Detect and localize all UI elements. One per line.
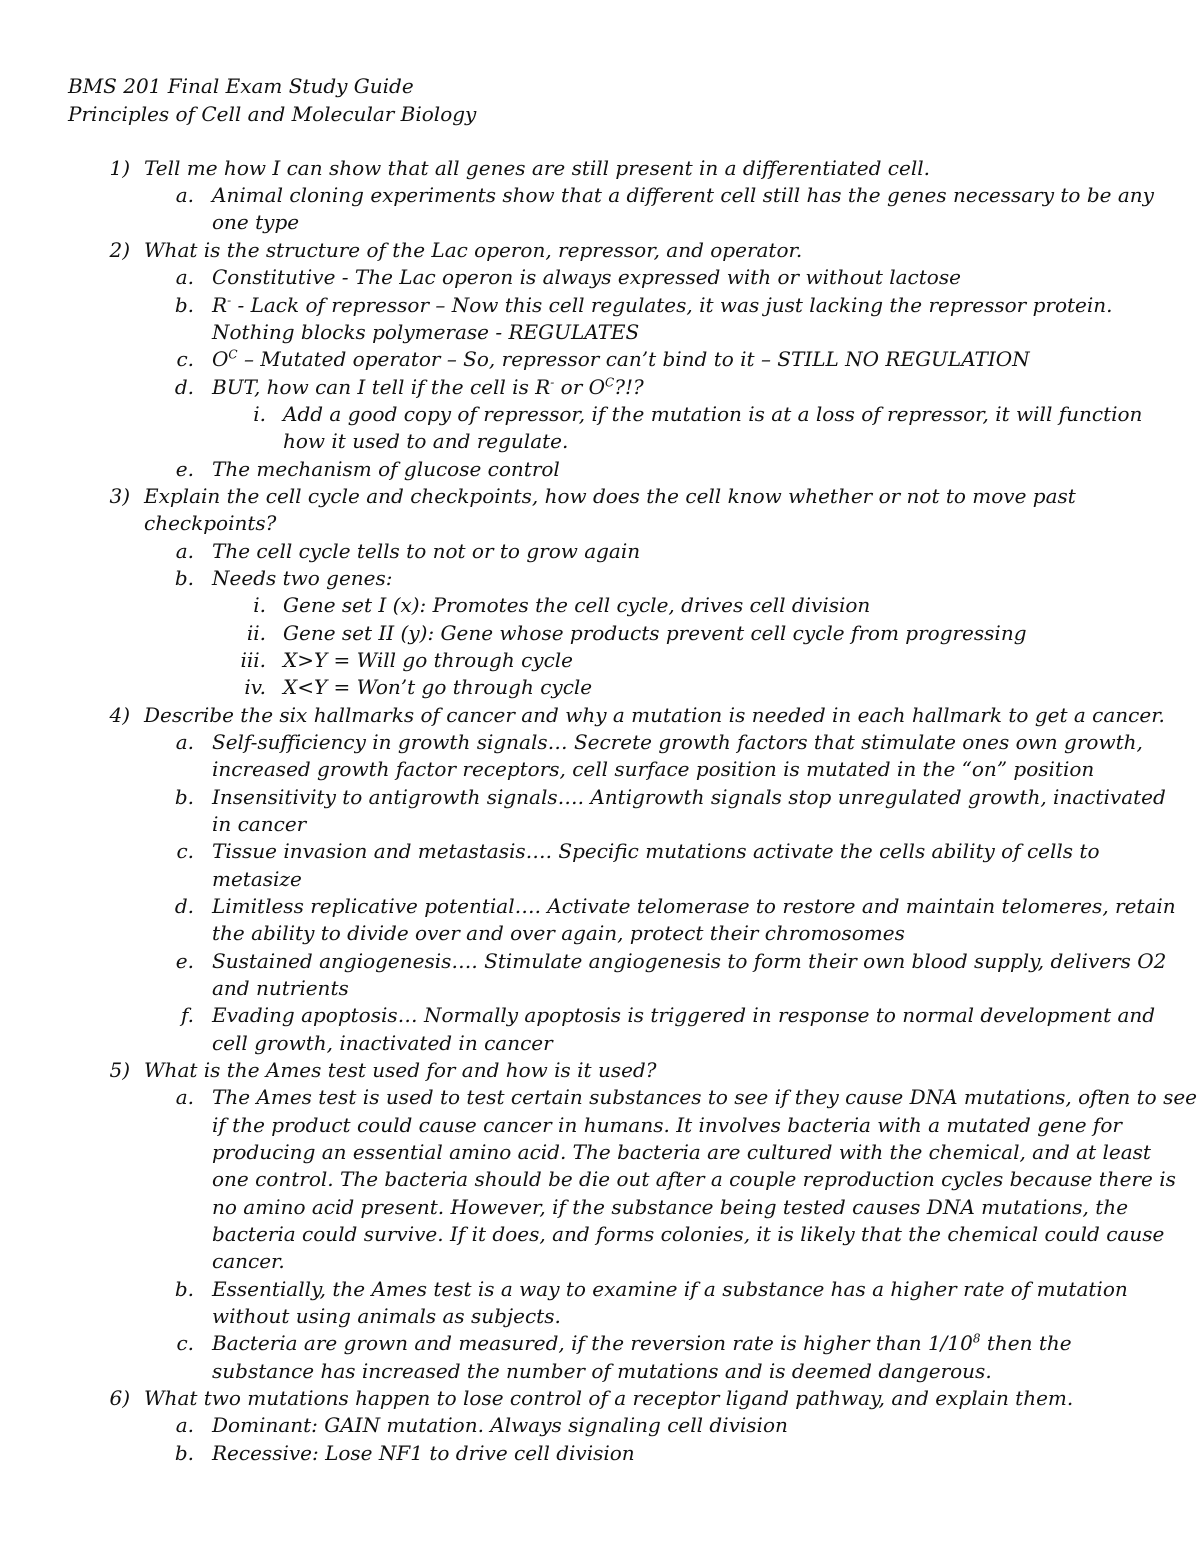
answer-label: f. <box>180 1003 194 1027</box>
question-number: 3) <box>109 484 130 508</box>
answer-4d-line: Limitless replicative potential…. Activate telomerase to restore and maintain telomeres, retain <box>212 894 1176 918</box>
answer-5a-line: The Ames test is used to test certain substances to see if they cause DNA mutations, often to see <box>212 1085 1197 1109</box>
answer-label: b. <box>174 566 194 590</box>
question-1-text: Tell me how I can show that all genes are still present in a differentiated cell. <box>144 156 930 180</box>
answer-2d-text: ?!? <box>614 375 644 399</box>
answer-label: b. <box>174 785 194 809</box>
answer-5a-line: one control. The bacteria should be die out after a couple reproduction cycles because there is <box>212 1167 1176 1191</box>
answer-2e: The mechanism of glucose control <box>212 457 560 481</box>
answer-4a-line: Self-sufficiency in growth signals… Secrete growth factors that stimulate ones own growth, <box>212 730 1143 754</box>
answer-2b-line <box>212 292 1113 319</box>
document-header <box>68 72 476 128</box>
answer-5c-text: Bacteria are grown and measured, if the reversion rate is higher than 1/10 <box>212 1331 973 1355</box>
answer-4d-line: the ability to divide over and over again, protect their chromosomes <box>212 921 905 945</box>
answer-label: a. <box>175 1085 194 1109</box>
answer-5c-line <box>212 1330 1072 1357</box>
question-3-text: Explain the cell cycle and checkpoints, how does the cell know whether or not to move past <box>144 484 1076 508</box>
answer-2d-line <box>212 374 644 401</box>
answer-5b-line: without using animals as subjects. <box>212 1304 561 1328</box>
answer-2d-text: BUT, how can I tell if the cell is R <box>212 375 551 399</box>
sub-answer-label: i. <box>253 402 266 426</box>
answer-4e-line: and nutrients <box>212 976 349 1000</box>
answer-2c-text: – Mutated operator – So, repressor can’t bind to it – STILL NO REGULATION <box>237 347 1030 371</box>
answer-5a-line: cancer. <box>212 1249 285 1273</box>
superscript: C <box>228 347 238 362</box>
answer-4a-line: increased growth factor receptors, cell surface position is mutated in the “on” position <box>212 757 1095 781</box>
answer-2c-symbol: O <box>212 347 229 371</box>
answer-4b-line: Insensitivity to antigrowth signals…. Antigrowth signals stop unregulated growth, inactivated <box>212 785 1166 809</box>
document-title: BMS 201 Final Exam Study Guide <box>68 74 414 98</box>
answer-5c-line: substance has increased the number of mutations and is deemed dangerous. <box>212 1359 992 1383</box>
sub-answer-label: iv. <box>244 675 266 699</box>
answer-3b-iv: X<Y = Won’t go through cycle <box>283 675 593 699</box>
answer-5c-text: then the <box>980 1331 1072 1355</box>
superscript: - <box>227 293 232 308</box>
question-number: 5) <box>109 1058 130 1082</box>
superscript: 8 <box>972 1331 981 1346</box>
superscript: - <box>550 375 555 390</box>
question-number: 6) <box>109 1386 130 1410</box>
question-4-text: Describe the six hallmarks of cancer and why a mutation is needed in each hallmark to get a cancer. <box>144 703 1165 727</box>
answer-6a: Dominant: GAIN mutation. Always signaling cell division <box>212 1413 788 1437</box>
answer-label: c. <box>176 347 194 371</box>
answer-2b-symbol: R <box>212 293 228 317</box>
answer-2b-text: - Lack of repressor – Now this cell regulates, it was just lacking the repressor protein. <box>231 293 1113 317</box>
answer-2c-line <box>212 346 1030 373</box>
answer-5a-line: if the product could cause cancer in humans. It involves bacteria with a mutated gene for <box>212 1113 1122 1137</box>
answer-2b-line: Nothing blocks polymerase - REGULATES <box>212 320 640 344</box>
question-2-text: What is the structure of the Lac operon, repressor, and operator. <box>144 238 803 262</box>
answer-label: d. <box>174 375 194 399</box>
answer-label: b. <box>174 1441 194 1465</box>
answer-label: a. <box>175 539 194 563</box>
sub-answer-label: ii. <box>246 621 266 645</box>
answer-3b: Needs two genes: <box>212 566 393 590</box>
sub-answer-label: i. <box>253 593 266 617</box>
answer-2d-i-line: how it used to and regulate. <box>283 429 569 453</box>
question-number: 4) <box>109 703 130 727</box>
answer-label: a. <box>175 265 194 289</box>
question-6-text: What two mutations happen to lose control of a receptor ligand pathway, and explain them. <box>144 1386 1074 1410</box>
answer-5a-line: bacteria could survive. If it does, and forms colonies, it is likely that the chemical could cause <box>212 1222 1165 1246</box>
answer-label: a. <box>175 183 194 207</box>
answer-5a-line: no amino acid present. However, if the substance being tested causes DNA mutations, the <box>212 1195 1129 1219</box>
sub-answer-label: iii. <box>240 648 266 672</box>
answer-5a-line: producing an essential amino acid. The bacteria are cultured with the chemical, and at least <box>212 1140 1151 1164</box>
answer-4c-line: metasize <box>212 867 302 891</box>
question-number: 2) <box>109 238 130 262</box>
superscript: C <box>605 375 615 390</box>
answer-6b: Recessive: Lose NF1 to drive cell division <box>212 1441 635 1465</box>
answer-4f-line: Evading apoptosis… Normally apoptosis is triggered in response to normal development and <box>212 1003 1156 1027</box>
answer-2d-i-line: Add a good copy of repressor, if the mutation is at a loss of repressor, it will function <box>283 402 1143 426</box>
answer-3a: The cell cycle tells to not or to grow again <box>212 539 641 563</box>
answer-label: c. <box>176 839 194 863</box>
answer-4c-line: Tissue invasion and metastasis…. Specific mutations activate the cells ability of cells to <box>212 839 1100 863</box>
answer-label: c. <box>176 1331 194 1355</box>
answer-4b-line: in cancer <box>212 812 307 836</box>
answer-1a-line: one type <box>212 210 300 234</box>
answer-3b-i: Gene set I (x): Promotes the cell cycle, drives cell division <box>283 593 871 617</box>
answer-2d-text: or O <box>554 375 606 399</box>
answer-4f-line: cell growth, inactivated in cancer <box>212 1031 553 1055</box>
answer-label: a. <box>175 1413 194 1437</box>
answer-3b-ii: Gene set II (y): Gene whose products prevent cell cycle from progressing <box>283 621 1027 645</box>
question-3-text: checkpoints? <box>144 511 277 535</box>
answer-3b-iii: X>Y = Will go through cycle <box>283 648 573 672</box>
answer-label: e. <box>175 457 194 481</box>
answer-label: b. <box>174 293 194 317</box>
answer-4e-line: Sustained angiogenesis…. Stimulate angiogenesis to form their own blood supply, delivers O2 <box>212 949 1167 973</box>
question-number: 1) <box>109 156 130 180</box>
answer-5b-line: Essentially, the Ames test is a way to examine if a substance has a higher rate of mutation <box>212 1277 1128 1301</box>
answer-label: b. <box>174 1277 194 1301</box>
question-5-text: What is the Ames test used for and how is it used? <box>144 1058 657 1082</box>
answer-2a: Constitutive - The Lac operon is always expressed with or without lactose <box>212 265 961 289</box>
document-subtitle: Principles of Cell and Molecular Biology <box>68 102 477 126</box>
answer-label: d. <box>174 894 194 918</box>
answer-1a-line: Animal cloning experiments show that a different cell still has the genes necessary to be any <box>212 183 1154 207</box>
answer-label: e. <box>175 949 194 973</box>
answer-label: a. <box>175 730 194 754</box>
